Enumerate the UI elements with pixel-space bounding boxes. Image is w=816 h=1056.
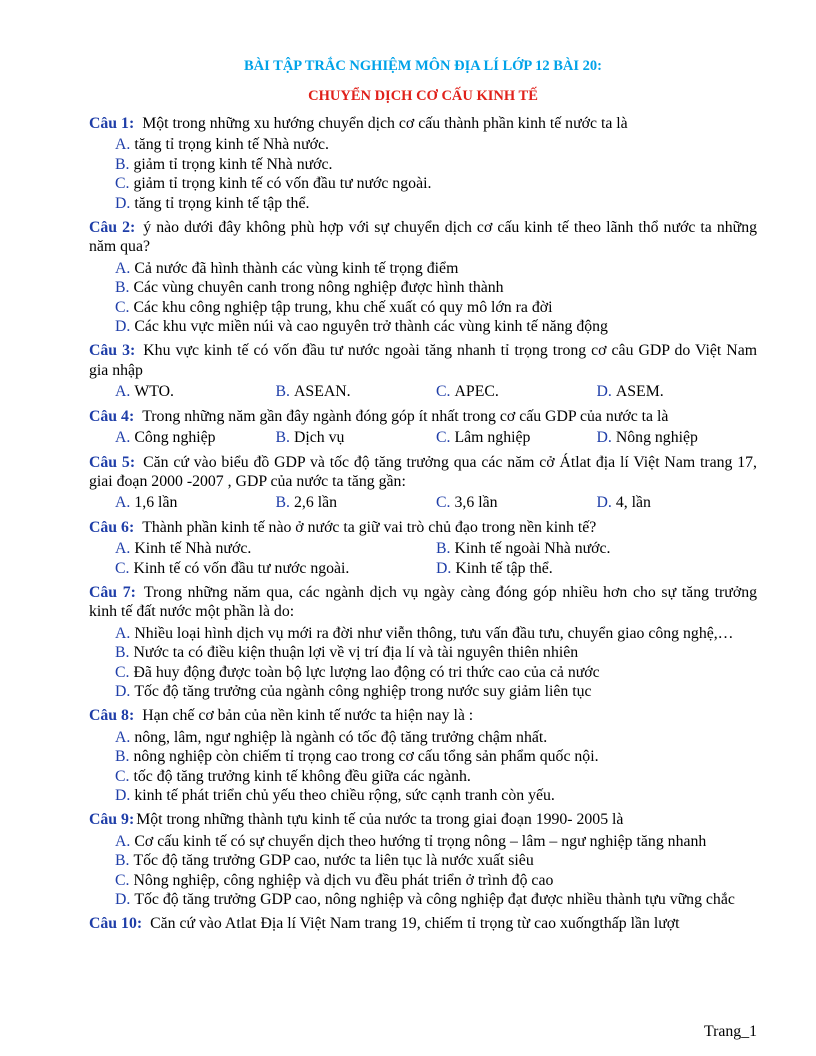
- option-a[interactable]: A. WTO.: [115, 383, 174, 401]
- question-number: Câu 4:: [89, 407, 135, 425]
- question-number: Câu 5:: [89, 453, 136, 471]
- question-text: Hạn chế cơ bản của nền kinh tế nước ta hiện nay là :: [142, 707, 474, 725]
- option-a[interactable]: A. Cơ cấu kinh tế có sự chuyển dịch theo hướng tỉ trọng nông – lâm – ngư nghiệp tăng nhanh: [115, 832, 707, 850]
- option-b[interactable]: B. ASEAN.: [275, 383, 351, 401]
- question-text: Trong những năm gần đây ngành đóng góp ít nhất trong cơ cấu GDP của nước ta là: [142, 407, 669, 425]
- question-text: Thành phần kinh tế nào ở nước ta giữ vai trò chủ đạo trong nền kinh tế?: [142, 518, 597, 536]
- option-c[interactable]: C. APEC.: [436, 383, 499, 401]
- option-d[interactable]: D. Tốc độ tăng trưởng GDP cao, nông nghiệp và công nghiệp đạt được nhiều thành tựu vững chắc: [115, 891, 735, 909]
- question-text: ý nào dưới đây không phù hợp với sự chuyển dịch cơ cấu kinh tế theo lãnh thổ nước ta những năm qua?: [89, 219, 758, 256]
- option-b[interactable]: B. Kinh tế ngoài Nhà nước.: [436, 540, 611, 558]
- question-10: [89, 914, 757, 933]
- document-title: BÀI TẬP TRẮC NGHIỆM MÔN ĐỊA LÍ LỚP 12 BÀI 20:: [244, 58, 602, 74]
- option-d[interactable]: D. Tốc độ tăng trưởng của ngành công nghiệp trong nước suy giảm liên tục: [115, 682, 592, 700]
- option-d[interactable]: D. 4, lần: [596, 494, 651, 512]
- option-d[interactable]: D. Kinh tế tập thể.: [436, 559, 553, 577]
- option-b[interactable]: B. 2,6 lần: [275, 494, 337, 512]
- option-c[interactable]: C. Đã huy động được toàn bộ lực lượng lao động có tri thức cao của cả nước: [115, 663, 600, 681]
- question-number: Câu 9:: [89, 811, 135, 829]
- option-d[interactable]: D. ASEM.: [596, 383, 664, 401]
- question-number: Câu 6:: [89, 518, 135, 536]
- document-subtitle: CHUYỂN DỊCH CƠ CẤU KINH TẾ: [308, 88, 538, 104]
- option-a[interactable]: A. nông, lâm, ngư nghiệp là ngành có tốc độ tăng trưởng chậm nhất.: [115, 728, 548, 746]
- question-5: [89, 453, 757, 513]
- question-number: Câu 2:: [89, 219, 136, 237]
- question-4: [89, 407, 757, 448]
- option-b[interactable]: B. Các vùng chuyên canh trong nông nghiệp được hình thành: [115, 279, 504, 297]
- option-d[interactable]: D. Nông nghiệp: [596, 429, 698, 447]
- option-d[interactable]: D. kinh tế phát triển chủ yếu theo chiều rộng, sức cạnh tranh còn yếu.: [115, 787, 555, 804]
- option-b[interactable]: B. giảm tỉ trọng kinh tế Nhà nước.: [115, 155, 333, 173]
- question-number: Câu 10:: [89, 915, 143, 933]
- option-b[interactable]: B. nông nghiệp còn chiếm tỉ trọng cao trong cơ cấu tổng sản phẩm quốc nội.: [115, 748, 599, 766]
- option-d[interactable]: D. tăng tỉ trọng kinh tế tập thể.: [115, 194, 310, 212]
- question-2: [89, 218, 757, 336]
- question-1: [89, 114, 757, 213]
- question-text: Căn cứ vào biểu đồ GDP và tốc độ tăng trưởng qua các năm cở Átlat địa lí Việt Nam trang 17, giai đoạn 2000 -2007 , GDP của nước ta tăng gần:: [89, 453, 757, 490]
- option-c[interactable]: C. Kinh tế có vốn đầu tư nước ngoài.: [115, 559, 350, 577]
- question-text: Một trong những xu hướng chuyển dịch cơ cấu thành phần kinh tế nước ta là: [142, 115, 628, 132]
- question-9: [89, 810, 757, 909]
- question-number: Câu 3:: [89, 342, 136, 360]
- question-number: Câu 1:: [89, 115, 135, 132]
- option-c[interactable]: C. giảm tỉ trọng kinh tế có vốn đầu tư nước ngoài.: [115, 175, 432, 193]
- question-text: Trong những năm qua, các ngành dịch vụ ngày càng đóng góp nhiều hơn cho sự tăng trưởng kinh tế đất nước một phần là do:: [89, 583, 758, 621]
- option-c[interactable]: C. tốc độ tăng trưởng kinh tế không đều giữa các ngành.: [115, 767, 471, 785]
- option-c[interactable]: C. Nông nghiệp, công nghiệp và dịch vu đều phát triển ở trình độ cao: [115, 871, 554, 889]
- question-3: [89, 341, 757, 401]
- question-8: [89, 706, 757, 805]
- option-b[interactable]: B. Nước ta có điều kiện thuận lợi về vị trí địa lí và tài nguyên thiên nhiên: [115, 644, 579, 662]
- question-text: Một trong những thành tựu kinh tế của nước ta trong giai đoạn 1990- 2005 là: [136, 811, 624, 829]
- option-a[interactable]: A. Công nghiệp: [115, 429, 216, 447]
- option-d[interactable]: D. Các khu vực miền núi và cao nguyên trở thành các vùng kinh tế năng động: [115, 318, 608, 336]
- option-a[interactable]: A. 1,6 lần: [115, 494, 178, 512]
- page-number: Trang_1: [704, 1023, 757, 1040]
- option-c[interactable]: C. Lâm nghiệp: [436, 429, 531, 447]
- option-c[interactable]: C. 3,6 lần: [436, 494, 498, 512]
- option-a[interactable]: A. Kinh tế Nhà nước.: [115, 540, 252, 558]
- question-text: Khu vực kinh tế có vốn đầu tư nước ngoài tăng nhanh tỉ trọng trong cơ câu GDP do Việt Nam gia nhập: [89, 342, 757, 379]
- option-a[interactable]: A. Nhiều loại hình dịch vụ mới ra đời như viễn thông, tưu vấn đầu tưu, chuyển giao công nghệ,…: [115, 624, 734, 642]
- option-b[interactable]: B. Dịch vụ: [275, 429, 345, 447]
- question-number: Câu 8:: [89, 707, 135, 725]
- option-a[interactable]: A. Cả nước đã hình thành các vùng kinh tế trọng điểm: [115, 259, 459, 277]
- question-number: Câu 7:: [89, 583, 136, 601]
- question-6: [89, 518, 757, 578]
- option-a[interactable]: A. tăng tỉ trọng kinh tế Nhà nước.: [115, 136, 329, 154]
- option-c[interactable]: C. Các khu công nghiệp tập trung, khu chế xuất có quy mô lớn ra đời: [115, 298, 553, 316]
- question-text: Căn cứ vào Atlat Địa lí Việt Nam trang 19, chiếm tỉ trọng từ cao xuốngthấp lần lượt: [150, 915, 680, 933]
- document-page: [89, 56, 757, 939]
- option-b[interactable]: B. Tốc độ tăng trưởng GDP cao, nước ta liên tục là nước xuất siêu: [115, 852, 534, 870]
- question-7: [89, 583, 757, 701]
